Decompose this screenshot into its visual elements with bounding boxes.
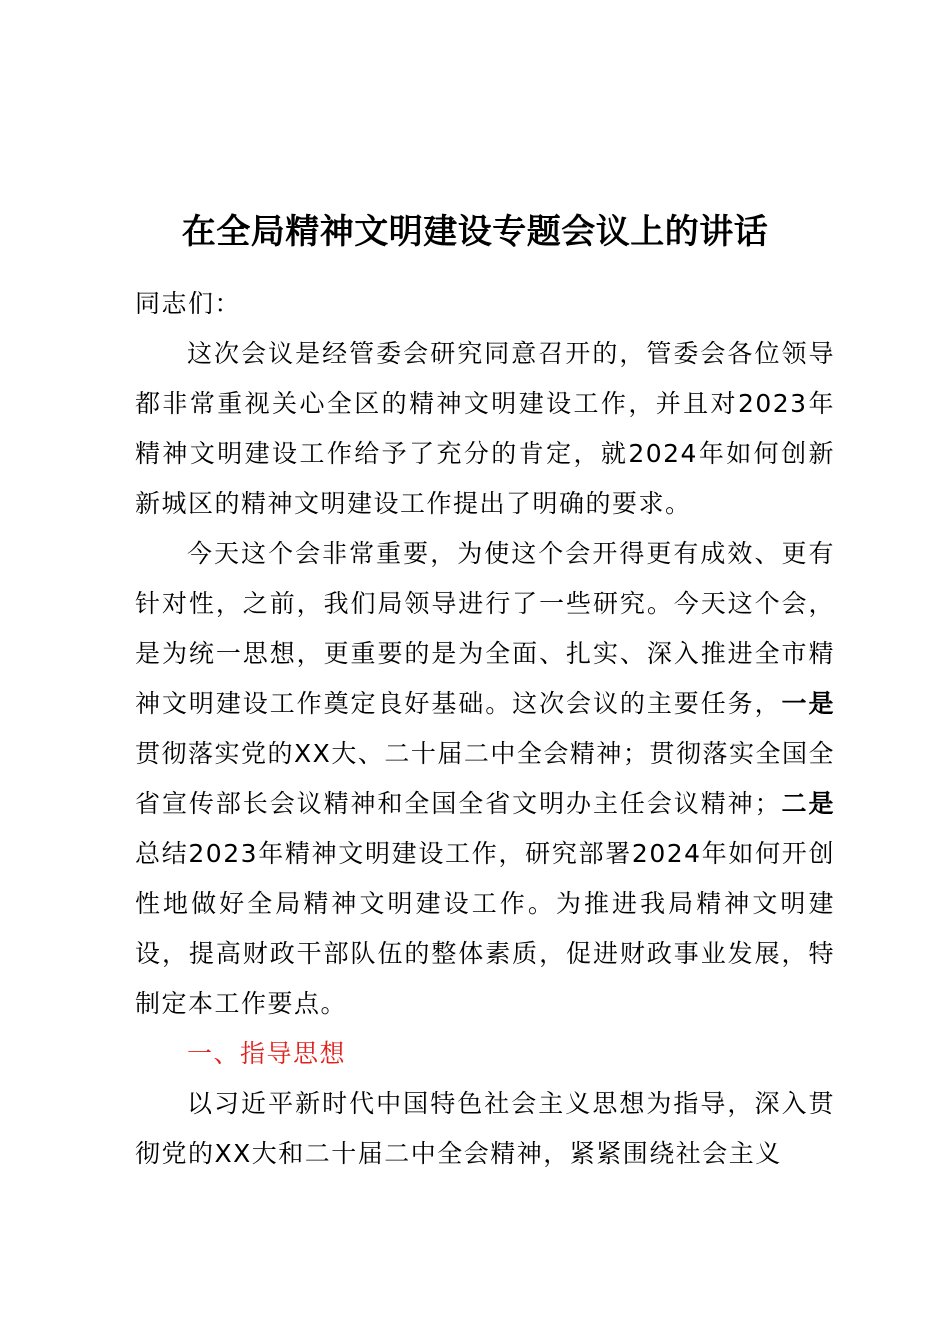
paragraph-2-text-b: 贯彻落实党的XX大、二十届二中全会精神；贯彻落实全国全省宣传部长会议精神和全国全省文明办主任会议精神； <box>135 739 835 818</box>
paragraph-3: 以习近平新时代中国特色社会主义思想为指导，深入贯彻党的XX大和二十届二中全会精神，紧紧围绕社会主义 <box>135 1089 835 1168</box>
paragraph-2-bold-first: 一是 <box>781 689 835 718</box>
section-heading-1: 一、指导思想 <box>187 1039 347 1068</box>
salutation: 同志们： <box>135 289 242 318</box>
paragraph-2-text-c: 总结2023年精神文明建设工作，研究部署2024年如何开创性地做好全局精神文明建设工作。为推进我局精神文明建设，提高财政干部队伍的整体素质，促进财政事业发展，特制定本工作要点。 <box>135 839 835 1018</box>
paragraph-2 <box>135 529 835 1029</box>
paragraph-1: 这次会议是经管委会研究同意召开的，管委会各位领导都非常重视关心全区的精神文明建设工作，并且对2023年精神文明建设工作给予了充分的肯定，就2024年如何创新新城区的精神文明建设工作提出了明确的要求。 <box>135 339 835 518</box>
paragraph-2-bold-second: 二是 <box>781 789 835 818</box>
paragraph-2-text-a: 今天这个会非常重要，为使这个会开得更有成效、更有针对性，之前，我们局领导进行了一些研究。今天这个会，是为统一思想，更重要的是为全面、扎实、深入推进全市精神文明建设工作奠定良好基础。这次会议的主要任务， <box>135 539 835 718</box>
document-title: 在全局精神文明建设专题会议上的讲话 <box>181 212 769 252</box>
